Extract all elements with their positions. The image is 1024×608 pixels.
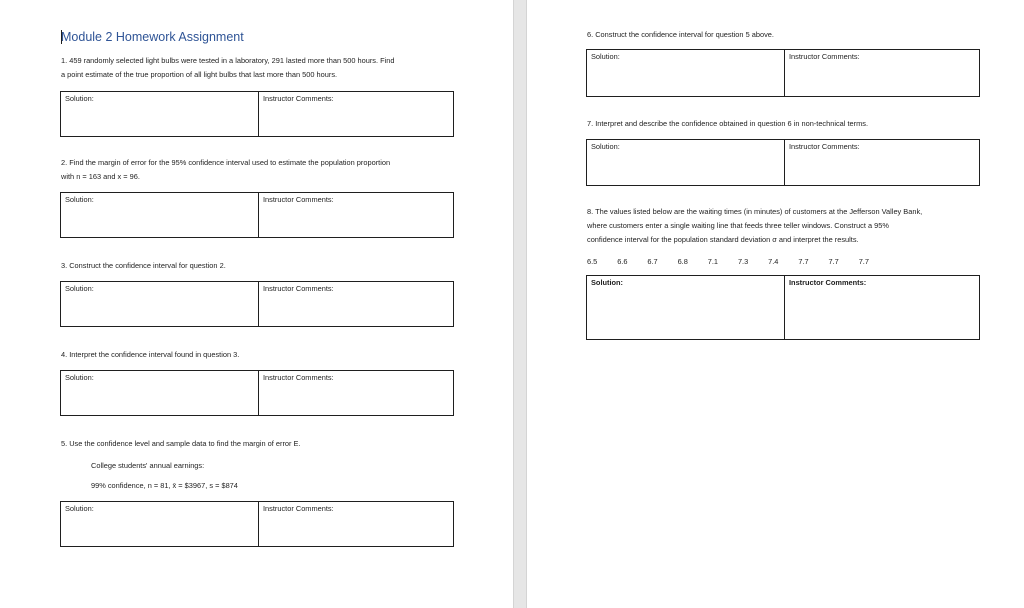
answer-box-8[interactable] bbox=[586, 275, 980, 340]
comments-label: Instructor Comments: bbox=[263, 504, 334, 513]
solution-label: Solution: bbox=[591, 278, 624, 287]
question-3: 3. Construct the confidence interval for question 2. bbox=[61, 261, 226, 270]
question-1-line-2: a point estimate of the true proportion of all light bulbs that last more than 500 hours. bbox=[61, 70, 338, 79]
value: 6.8 bbox=[677, 257, 688, 266]
solution-label: Solution: bbox=[65, 373, 94, 382]
value: 7.4 bbox=[768, 257, 779, 266]
value: 7.7 bbox=[798, 257, 809, 266]
comments-cell[interactable] bbox=[258, 282, 453, 326]
question-7: 7. Interpret and describe the confidence obtained in question 6 in non-technical terms. bbox=[587, 119, 869, 128]
right-page[interactable] bbox=[527, 0, 1024, 608]
answer-box-7[interactable] bbox=[586, 139, 980, 186]
solution-label: Solution: bbox=[65, 284, 94, 293]
comments-cell[interactable] bbox=[784, 276, 979, 339]
solution-label: Solution: bbox=[65, 195, 94, 204]
value: 6.5 bbox=[587, 257, 598, 266]
solution-cell[interactable] bbox=[61, 92, 258, 136]
solution-cell[interactable] bbox=[61, 193, 258, 237]
document-title: Module 2 Homework Assignment bbox=[61, 30, 244, 44]
comments-label: Instructor Comments: bbox=[263, 94, 334, 103]
waiting-times-values bbox=[587, 257, 889, 266]
question-8-line-3: confidence interval for the population standard deviation σ and interpret the results. bbox=[587, 235, 859, 244]
question-2-line-1: 2. Find the margin of error for the 95% confidence interval used to estimate the population proportion bbox=[61, 158, 391, 167]
comments-cell[interactable] bbox=[258, 193, 453, 237]
question-1-line-1: 1. 459 randomly selected light bulbs were tested in a laboratory, 291 lasted more than 500 hours. Find bbox=[61, 56, 395, 65]
question-6: 6. Construct the confidence interval for question 5 above. bbox=[587, 30, 774, 39]
comments-label: Instructor Comments: bbox=[789, 142, 860, 151]
solution-label: Solution: bbox=[65, 504, 94, 513]
question-5-data: 99% confidence, n = 81, x̄ = $3967, s = $874 bbox=[91, 481, 238, 490]
answer-box-3[interactable] bbox=[60, 281, 454, 327]
comments-cell[interactable] bbox=[258, 502, 453, 546]
comments-cell[interactable] bbox=[258, 371, 453, 415]
solution-cell[interactable] bbox=[61, 371, 258, 415]
answer-box-2[interactable] bbox=[60, 192, 454, 238]
comments-label: Instructor Comments: bbox=[789, 278, 867, 287]
solution-cell[interactable] bbox=[587, 140, 784, 185]
page-gutter bbox=[513, 0, 527, 608]
comments-label: Instructor Comments: bbox=[263, 284, 334, 293]
solution-cell[interactable] bbox=[61, 502, 258, 546]
value: 6.7 bbox=[647, 257, 658, 266]
comments-label: Instructor Comments: bbox=[263, 373, 334, 382]
question-8-line-1: 8. The values listed below are the waiting times (in minutes) of customers at the Jefferson Valley Bank, bbox=[587, 207, 923, 216]
answer-box-1[interactable] bbox=[60, 91, 454, 137]
comments-cell[interactable] bbox=[258, 92, 453, 136]
question-5-context: College students' annual earnings: bbox=[91, 461, 205, 470]
solution-cell[interactable] bbox=[587, 50, 784, 96]
value: 7.7 bbox=[828, 257, 839, 266]
answer-box-6[interactable] bbox=[586, 49, 980, 97]
comments-label: Instructor Comments: bbox=[263, 195, 334, 204]
question-5: 5. Use the confidence level and sample data to find the margin of error E. bbox=[61, 439, 301, 448]
answer-box-5[interactable] bbox=[60, 501, 454, 547]
comments-cell[interactable] bbox=[784, 50, 979, 96]
question-4: 4. Interpret the confidence interval found in question 3. bbox=[61, 350, 240, 359]
value: 7.1 bbox=[707, 257, 719, 266]
comments-label: Instructor Comments: bbox=[789, 52, 860, 61]
value: 7.3 bbox=[737, 257, 749, 266]
answer-box-4[interactable] bbox=[60, 370, 454, 416]
question-8-line-2: where customers enter a single waiting line that feeds three teller windows. Construct a 95% bbox=[587, 221, 889, 230]
solution-cell[interactable] bbox=[587, 276, 784, 339]
solution-label: Solution: bbox=[65, 94, 94, 103]
value: 6.6 bbox=[617, 257, 628, 266]
solution-label: Solution: bbox=[591, 52, 620, 61]
solution-label: Solution: bbox=[591, 142, 620, 151]
comments-cell[interactable] bbox=[784, 140, 979, 185]
solution-cell[interactable] bbox=[61, 282, 258, 326]
question-2-line-2: with n = 163 and x = 96. bbox=[61, 172, 140, 181]
value: 7.7 bbox=[858, 257, 869, 266]
